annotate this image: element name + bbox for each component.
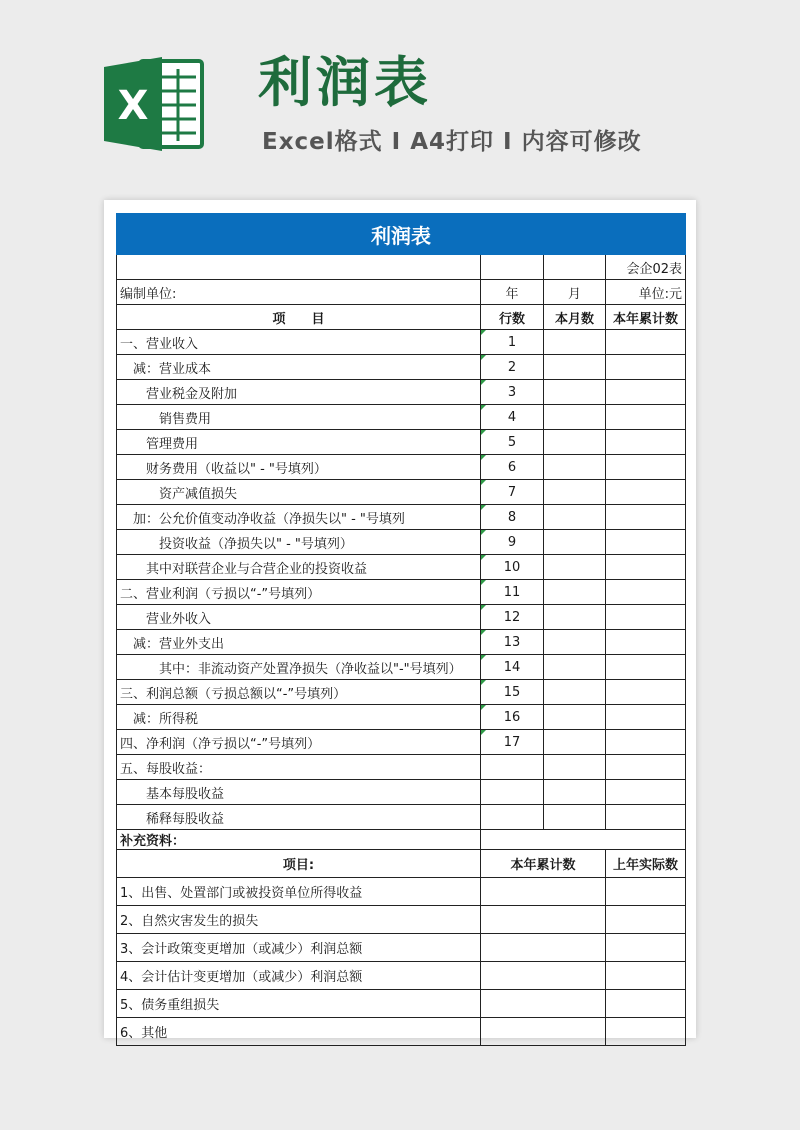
supplement-row-label[interactable]: 3、会计政策变更增加（或减少）利润总额 <box>117 934 481 962</box>
row-ytd-value[interactable] <box>606 480 686 505</box>
supplement-row-last-year[interactable] <box>606 906 686 934</box>
row-ytd-value[interactable] <box>606 355 686 380</box>
table-row <box>117 755 686 780</box>
row-ytd-value[interactable] <box>606 730 686 755</box>
row-line-number[interactable]: 11 <box>481 580 544 605</box>
table-row <box>117 680 686 705</box>
row-ytd-value[interactable] <box>606 630 686 655</box>
supplement-row <box>117 878 686 906</box>
spreadsheet-sheet <box>104 200 696 1041</box>
row-line-number[interactable]: 10 <box>481 555 544 580</box>
row-month-value[interactable] <box>544 730 606 755</box>
row-line-number[interactable]: 9 <box>481 530 544 555</box>
row-ytd-value[interactable] <box>606 680 686 705</box>
row-line-number[interactable]: 3 <box>481 380 544 405</box>
row-ytd-value[interactable] <box>606 405 686 430</box>
empty-cell[interactable] <box>117 255 481 280</box>
supplement-label[interactable]: 补充资料： <box>117 830 481 850</box>
row-month-value[interactable] <box>544 555 606 580</box>
supplement-row-ytd[interactable] <box>481 878 606 906</box>
row-line-number[interactable]: 8 <box>481 505 544 530</box>
table-row <box>117 605 686 630</box>
supplement-row-ytd[interactable] <box>481 962 606 990</box>
row-ytd-value[interactable] <box>606 705 686 730</box>
logo-letter: X <box>117 83 149 129</box>
row-label[interactable]: 一、营业收入 <box>117 330 481 355</box>
row-label[interactable]: 稀释每股收益 <box>117 805 481 830</box>
row-label[interactable]: 投资收益（净损失以" - "号填列） <box>117 530 481 555</box>
row-label[interactable]: 营业税金及附加 <box>117 380 481 405</box>
row-ytd-value[interactable] <box>606 380 686 405</box>
row-label[interactable]: 减：营业成本 <box>117 355 481 380</box>
table-row <box>117 555 686 580</box>
table-row <box>117 655 686 680</box>
row-label[interactable]: 资产减值损失 <box>117 480 481 505</box>
table-row <box>117 730 686 755</box>
row-month-value[interactable] <box>544 405 606 430</box>
table-row <box>117 355 686 380</box>
currency-unit-label[interactable]: 单位:元 <box>606 280 686 305</box>
row-line-number[interactable]: 4 <box>481 405 544 430</box>
supplement-row-last-year[interactable] <box>606 934 686 962</box>
empty-cell[interactable] <box>544 255 606 280</box>
row-label[interactable]: 减：营业外支出 <box>117 630 481 655</box>
row-month-value[interactable] <box>544 630 606 655</box>
empty-cell[interactable] <box>481 830 544 850</box>
row-ytd-value[interactable] <box>606 330 686 355</box>
row-line-number[interactable]: 12 <box>481 605 544 630</box>
row-line-number[interactable]: 1 <box>481 330 544 355</box>
column-header-line[interactable]: 行数 <box>481 305 544 330</box>
table-row <box>117 380 686 405</box>
excel-logo-icon <box>104 55 208 153</box>
row-month-value[interactable] <box>544 705 606 730</box>
row-line-number[interactable] <box>481 780 544 805</box>
supplement-row-label[interactable]: 5、债务重组损失 <box>117 990 481 1018</box>
row-line-number[interactable]: 17 <box>481 730 544 755</box>
supplement-row-label[interactable]: 6、其他 <box>117 1018 481 1046</box>
row-line-number[interactable]: 7 <box>481 480 544 505</box>
supplement-row <box>117 1018 686 1046</box>
supplement-row-ytd[interactable] <box>481 934 606 962</box>
row-ytd-value[interactable] <box>606 780 686 805</box>
row-month-value[interactable] <box>544 430 606 455</box>
supplement-row-last-year[interactable] <box>606 990 686 1018</box>
supplement-row <box>117 962 686 990</box>
row-line-number[interactable]: 5 <box>481 430 544 455</box>
row-month-value[interactable] <box>544 480 606 505</box>
table-row <box>117 580 686 605</box>
supplement-header-row <box>117 850 686 878</box>
row-line-number[interactable] <box>481 805 544 830</box>
row-month-value[interactable] <box>544 580 606 605</box>
supplement-row-label[interactable]: 1、出售、处置部门或被投资单位所得收益 <box>117 878 481 906</box>
column-header-item[interactable]: 项 目 <box>117 305 481 330</box>
income-statement-table <box>116 213 686 1046</box>
table-row <box>117 505 686 530</box>
row-month-value[interactable] <box>544 530 606 555</box>
page-subtitle: Excel格式 I A4打印 I 内容可修改 <box>262 129 642 155</box>
table-row <box>117 780 686 805</box>
row-label[interactable]: 基本每股收益 <box>117 780 481 805</box>
empty-cell[interactable] <box>544 830 606 850</box>
row-line-number[interactable]: 13 <box>481 630 544 655</box>
row-month-value[interactable] <box>544 505 606 530</box>
empty-cell[interactable] <box>481 255 544 280</box>
supplement-row-ytd[interactable] <box>481 990 606 1018</box>
row-label[interactable]: 三、利润总额（亏损总额以“-”号填列） <box>117 680 481 705</box>
row-line-number[interactable]: 6 <box>481 455 544 480</box>
row-label[interactable]: 五、每股收益： <box>117 755 481 780</box>
table-row <box>117 705 686 730</box>
supplement-row-ytd[interactable] <box>481 1018 606 1046</box>
row-month-value[interactable] <box>544 655 606 680</box>
table-title: 利润表 <box>117 214 686 255</box>
row-month-value[interactable] <box>544 330 606 355</box>
row-ytd-value[interactable] <box>606 455 686 480</box>
row-ytd-value[interactable] <box>606 530 686 555</box>
supplement-header-item[interactable]: 项目: <box>117 850 481 878</box>
page-title: 利润表 <box>258 51 432 114</box>
supplement-header-ytd[interactable]: 本年累计数 <box>481 850 606 878</box>
row-line-number[interactable]: 15 <box>481 680 544 705</box>
supplement-row <box>117 906 686 934</box>
table-row <box>117 480 686 505</box>
column-header-month[interactable]: 本月数 <box>544 305 606 330</box>
row-label[interactable]: 减：所得税 <box>117 705 481 730</box>
row-ytd-value[interactable] <box>606 580 686 605</box>
supplement-row <box>117 934 686 962</box>
row-ytd-value[interactable] <box>606 655 686 680</box>
row-line-number[interactable]: 14 <box>481 655 544 680</box>
row-ytd-value[interactable] <box>606 805 686 830</box>
row-label[interactable]: 管理费用 <box>117 430 481 455</box>
row-month-value[interactable] <box>544 605 606 630</box>
year-label[interactable]: 年 <box>481 280 544 305</box>
row-label[interactable]: 营业外收入 <box>117 605 481 630</box>
form-number[interactable]: 会企02表 <box>606 255 686 280</box>
row-ytd-value[interactable] <box>606 755 686 780</box>
row-month-value[interactable] <box>544 755 606 780</box>
row-label[interactable]: 四、净利润（净亏损以“-”号填列） <box>117 730 481 755</box>
supplement-label-row <box>117 830 686 850</box>
supplement-row-ytd[interactable] <box>481 906 606 934</box>
table-row <box>117 405 686 430</box>
row-label[interactable]: 二、营业利润（亏损以“-”号填列） <box>117 580 481 605</box>
row-month-value[interactable] <box>544 355 606 380</box>
page-header <box>0 0 800 190</box>
row-ytd-value[interactable] <box>606 555 686 580</box>
supplement-row-label[interactable]: 4、会计估计变更增加（或减少）利润总额 <box>117 962 481 990</box>
table-row <box>117 330 686 355</box>
row-label[interactable]: 销售费用 <box>117 405 481 430</box>
table-row <box>117 430 686 455</box>
supplement-row-label[interactable]: 2、自然灾害发生的损失 <box>117 906 481 934</box>
row-ytd-value[interactable] <box>606 505 686 530</box>
table-row <box>117 455 686 480</box>
column-header-ytd[interactable]: 本年累计数 <box>606 305 686 330</box>
row-line-number[interactable]: 16 <box>481 705 544 730</box>
row-label[interactable]: 财务费用（收益以" - "号填列） <box>117 455 481 480</box>
row-month-value[interactable] <box>544 680 606 705</box>
supplement-row-last-year[interactable] <box>606 1018 686 1046</box>
row-ytd-value[interactable] <box>606 430 686 455</box>
row-month-value[interactable] <box>544 380 606 405</box>
supplement-row-last-year[interactable] <box>606 962 686 990</box>
month-label[interactable]: 月 <box>544 280 606 305</box>
row-line-number[interactable] <box>481 755 544 780</box>
row-month-value[interactable] <box>544 780 606 805</box>
row-ytd-value[interactable] <box>606 605 686 630</box>
row-label[interactable]: 其中对联营企业与合营企业的投资收益 <box>117 555 481 580</box>
supplement-header-last-year[interactable]: 上年实际数 <box>606 850 686 878</box>
row-month-value[interactable] <box>544 455 606 480</box>
empty-cell[interactable] <box>606 830 686 850</box>
supplement-row <box>117 990 686 1018</box>
row-label[interactable]: 其中：非流动资产处置净损失（净收益以"-"号填列） <box>117 655 481 680</box>
supplement-row-last-year[interactable] <box>606 878 686 906</box>
table-row <box>117 805 686 830</box>
row-label[interactable]: 加：公允价值变动净收益（净损失以" - "号填列 <box>117 505 481 530</box>
table-row <box>117 630 686 655</box>
table-row <box>117 530 686 555</box>
row-month-value[interactable] <box>544 805 606 830</box>
row-line-number[interactable]: 2 <box>481 355 544 380</box>
reporting-unit-label[interactable]: 编制单位: <box>117 280 481 305</box>
